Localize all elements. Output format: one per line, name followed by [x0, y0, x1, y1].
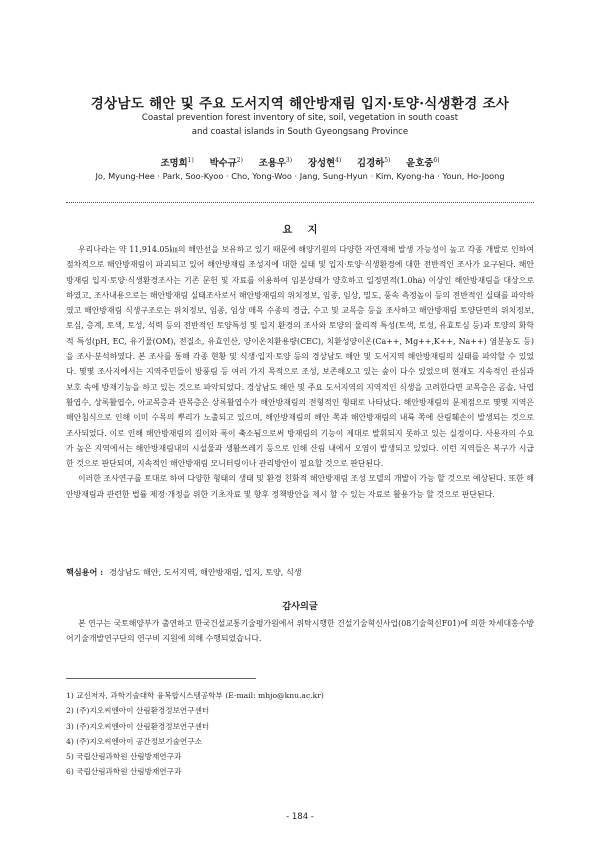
footnote: 6) 국립산림과학원 산림방재연구과 [66, 767, 182, 777]
page-number: - 184 - [286, 812, 314, 822]
author-name: 조명희 [160, 158, 188, 169]
author-name: 윤호중 [406, 158, 434, 169]
keywords [66, 567, 534, 578]
footnote: 1) 교신저자, 과학기술대학 융복합시스템공학부 (E-mail: mhjo@knu.ac.kr) [66, 691, 324, 700]
korean-author-list [0, 155, 600, 169]
author-footnote-mark: 1) [187, 156, 194, 164]
abstract-body [66, 242, 534, 502]
english-author-list: Jo, Myung-Hee · Park, Soo-Kyoo · Cho, Yong-Woo · Jang, Sung-Hyun · Kim, Kyong-ha · Youn, Ho-Joong [95, 171, 505, 181]
author-name: 박수규 [209, 158, 237, 169]
author-name: 조용우 [258, 158, 286, 169]
footnote: 2) (주)지오씨엔아이 산림환경정보연구센터 [66, 706, 210, 716]
author-footnote-mark: 5) [384, 156, 391, 164]
author-footnote-mark: 2) [236, 156, 243, 164]
abstract-paragraph: 우리나라는 약 11,914.05㎞의 해안선을 보유하고 있기 때문에 해양기원의 다양한 자연재해 발생 가능성이 높고 각종 개발로 인하여 점차적으로 해안방재림이 파괴되고 있어 해안방재림 조성지에 대한 실태 및 입지·토양·식생환경에 대한 전반적인 조사가 요구된다. 해안방재림 입지·토양·식생환경조사는 기존 문헌 및 자료를 이용하여 임분상태가 양호하고 일정면적(1.0ha) 이상인 해안방재림을 대상으로 하였고, 조사내용으로는 해안방재림 실태조사로서 해안방재림의 위치정보, 임종, 임상, 밀도, 풍속 측정높이 등의 전반적인 실태를 파악하였고 해안방재림 식생구조로는 위치정보, 임종, 임상 매목 수종의 경급, 수고 및 교목층 등을 조사하고 해안방재림 토양단면의 위치정보, 토심, 층계, 토색, 토성, 석력 등의 전반적인 토양특성 및 입지 환경의 조사와 토양의 물리적 특성(토색, 토성, 유효토심 등)과 토양의 화학적 특성(pH, EC, 유기물(OM), 전질소, 유효인산, 양이온치환용량(CEC), 치환성양이온(Ca++, Mg++,K++, Na++) 염분농도 등)을 조사·분석하였다. 본 조사를 통해 각종 현황 및 식생·입지·토양 등의 경상남도 해안 및 도서지역 해안방재림의 실태를 파악할 수 있었다. 몇몇 조사지에서는 지역주민들이 방풍림 등 여러 가지 목적으로 조성, 보존해오고 있는 숲이 다수 있었으며 현재도 지속적인 관심과 보호 속에 방재기능을 하고 있는 것으로 파악되었다. 경상남도 해안 및 주요 도서지역의 지역적인 식생을 고려한다면 교목층은 곰솔, 낙엽활엽수, 상록활엽수, 아교목층과 관목층은 상록활엽수가 해안방재림의 전형적인 형태로 나타났다. 해안방재림의 문제점으로 몇몇 지역은 해안침식으로 인해 이미 수목의 뿌리가 노출되고 있으며, 해안방재림의 해안 쪽과 해안방재림의 내륙 쪽에 산림훼손이 발생되는 것으로 조사되었다. 이로 인해 해안방재림의 길이와 폭이 축소됨으로써 방재림의 기능이 제대로 발휘되지 못하고 있는 실정이다. 사용자의 수요가 높은 지역에서는 해안방재림내의 시설물과 생활쓰레기 등으로 인해 산림 내에서 오염이 발생되고 있었다. 이런 지역들은 복구가 시급한 것으로 판단되며, 지속적인 해안방재림 모니터링이나 관리방안이 필요할 것으로 판단된다. [66, 245, 534, 469]
author-footnote-mark: 4) [335, 156, 342, 164]
paper-title: 경상남도 해안 및 주요 도서지역 해안방재림 입지·토양·식생환경 조사 [90, 96, 510, 112]
header-divider [66, 202, 534, 203]
author-name: 장성현 [307, 158, 336, 169]
acknowledgement-text: 본 연구는 국토해양부가 출연하고 한국건설교통기술평가원에서 위탁시행한 건설기술혁신사업(08기술혁신F01)에 의한 차세대홍수방어기술개발연구단의 연구비 지원에 의해 수행되었습니다. [66, 619, 534, 644]
keywords-text: 경상남도 해안, 도서지역, 해안방재림, 입지, 토양, 식생 [109, 567, 302, 577]
footnotes [66, 688, 534, 780]
footnote: 4) (주)지오씨엔아이 공간정보기술연구소 [66, 736, 202, 746]
english-title-line-2: and coastal islands in South Gyeongsang Province [191, 127, 409, 137]
author-footnote-mark: 6) [433, 156, 440, 164]
abstract-paragraph: 이러한 조사연구를 토대로 하여 다양한 형태의 생태 및 환경 친화적 해안방재림 조성 모델의 개발이 가능 할 것으로 예상된다. 또한 해안방재림과 관련한 법률 제정·개정을 위한 기초자료 및 향후 정책방안을 제시 할 수 있는 자료로 활용가능 할 것으로 판단된다. [66, 474, 534, 499]
acknowledgement-heading: 감사의글 [282, 601, 318, 612]
english-title-line-1: Coastal prevention forest inventory of site, soil, vegetation in south coast [141, 113, 459, 123]
acknowledgement-body [66, 616, 534, 647]
abstract-heading: 요 지 [282, 225, 318, 236]
author-footnote-mark: 3) [285, 156, 293, 164]
footnote: 5) 국립산림과학원 산림방재연구과 [66, 752, 182, 762]
author-name: 김경하 [357, 158, 385, 169]
keywords-label: 핵심용어 : [66, 567, 104, 577]
footnote-rule [66, 678, 256, 679]
footnote: 3) (주)지오씨엔아이 산림환경정보연구센터 [66, 721, 210, 731]
